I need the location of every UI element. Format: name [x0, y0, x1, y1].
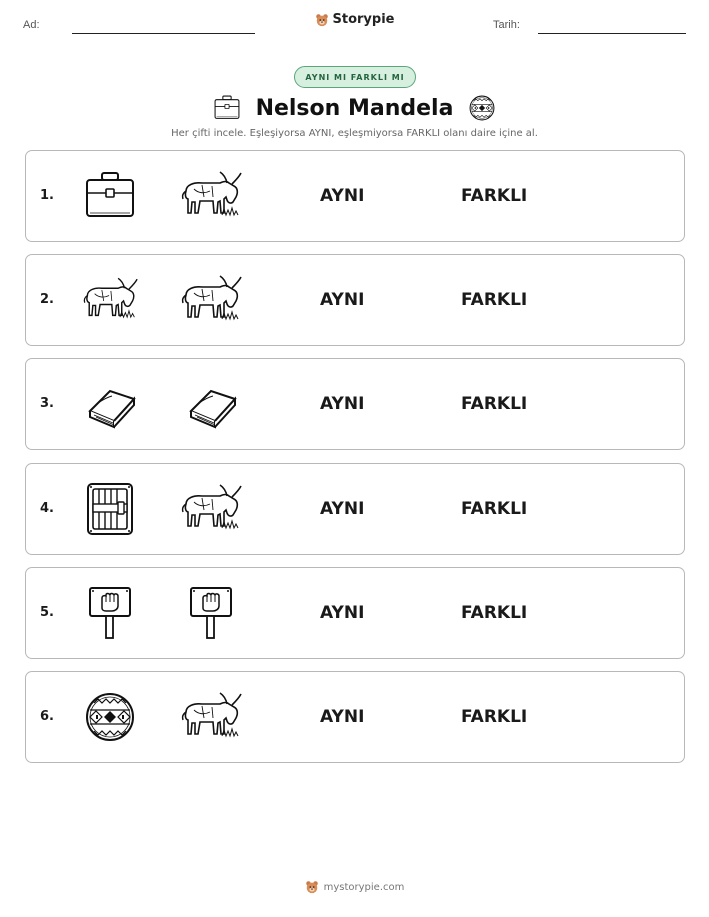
activity-badge: AYNI MI FARKLI MI [294, 66, 416, 88]
book-icon [180, 377, 242, 431]
name-line[interactable] [72, 33, 255, 34]
protest-sign-icon [82, 586, 138, 640]
prison-door-icon [82, 482, 138, 536]
choice-same[interactable]: AYNI [320, 603, 365, 623]
footer-url: mystorypie.com [323, 881, 405, 893]
bear-mascot-icon [315, 13, 329, 27]
patterned-shield-icon [82, 690, 138, 744]
question-number: 4. [40, 501, 54, 516]
question-row [25, 254, 685, 346]
choice-same[interactable]: AYNI [320, 394, 365, 414]
page-title: Nelson Mandela [255, 95, 454, 121]
question-number: 2. [40, 292, 54, 307]
name-label: Ad: [23, 19, 40, 31]
brand-logo [0, 12, 709, 31]
brand-name: Storypie [332, 12, 395, 27]
cattle-icon [180, 273, 242, 327]
choice-same[interactable]: AYNI [320, 707, 365, 727]
question-row [25, 150, 685, 242]
choice-different[interactable]: FARKLI [461, 186, 528, 206]
briefcase-icon [82, 169, 138, 223]
patterned-shield-icon [467, 94, 497, 122]
instructions: Her çifti incele. Eşleşiyorsa AYNI, eşleşmiyorsa FARKLI olanı daire içine al. [171, 128, 538, 139]
briefcase-icon [212, 94, 242, 122]
cattle-icon [180, 169, 242, 223]
choice-different[interactable]: FARKLI [461, 499, 528, 519]
cattle-icon [82, 273, 138, 327]
title-row [0, 92, 709, 124]
choice-same[interactable]: AYNI [320, 186, 365, 206]
choice-different[interactable]: FARKLI [461, 290, 528, 310]
date-line[interactable] [538, 33, 686, 34]
cattle-icon [180, 690, 242, 744]
date-label: Tarih: [493, 19, 520, 31]
cattle-icon [180, 482, 242, 536]
choice-different[interactable]: FARKLI [461, 603, 528, 623]
bear-mascot-icon [305, 880, 319, 894]
question-row [25, 567, 685, 659]
choice-different[interactable]: FARKLI [461, 707, 528, 727]
question-number: 3. [40, 396, 54, 411]
question-number: 1. [40, 188, 54, 203]
question-row [25, 671, 685, 763]
protest-sign-icon [180, 586, 242, 640]
choice-different[interactable]: FARKLI [461, 394, 528, 414]
choice-same[interactable]: AYNI [320, 290, 365, 310]
question-row [25, 358, 685, 450]
question-row [25, 463, 685, 555]
choice-same[interactable]: AYNI [320, 499, 365, 519]
footer [0, 880, 709, 894]
question-number: 6. [40, 709, 54, 724]
question-number: 5. [40, 605, 54, 620]
book-icon [82, 377, 138, 431]
